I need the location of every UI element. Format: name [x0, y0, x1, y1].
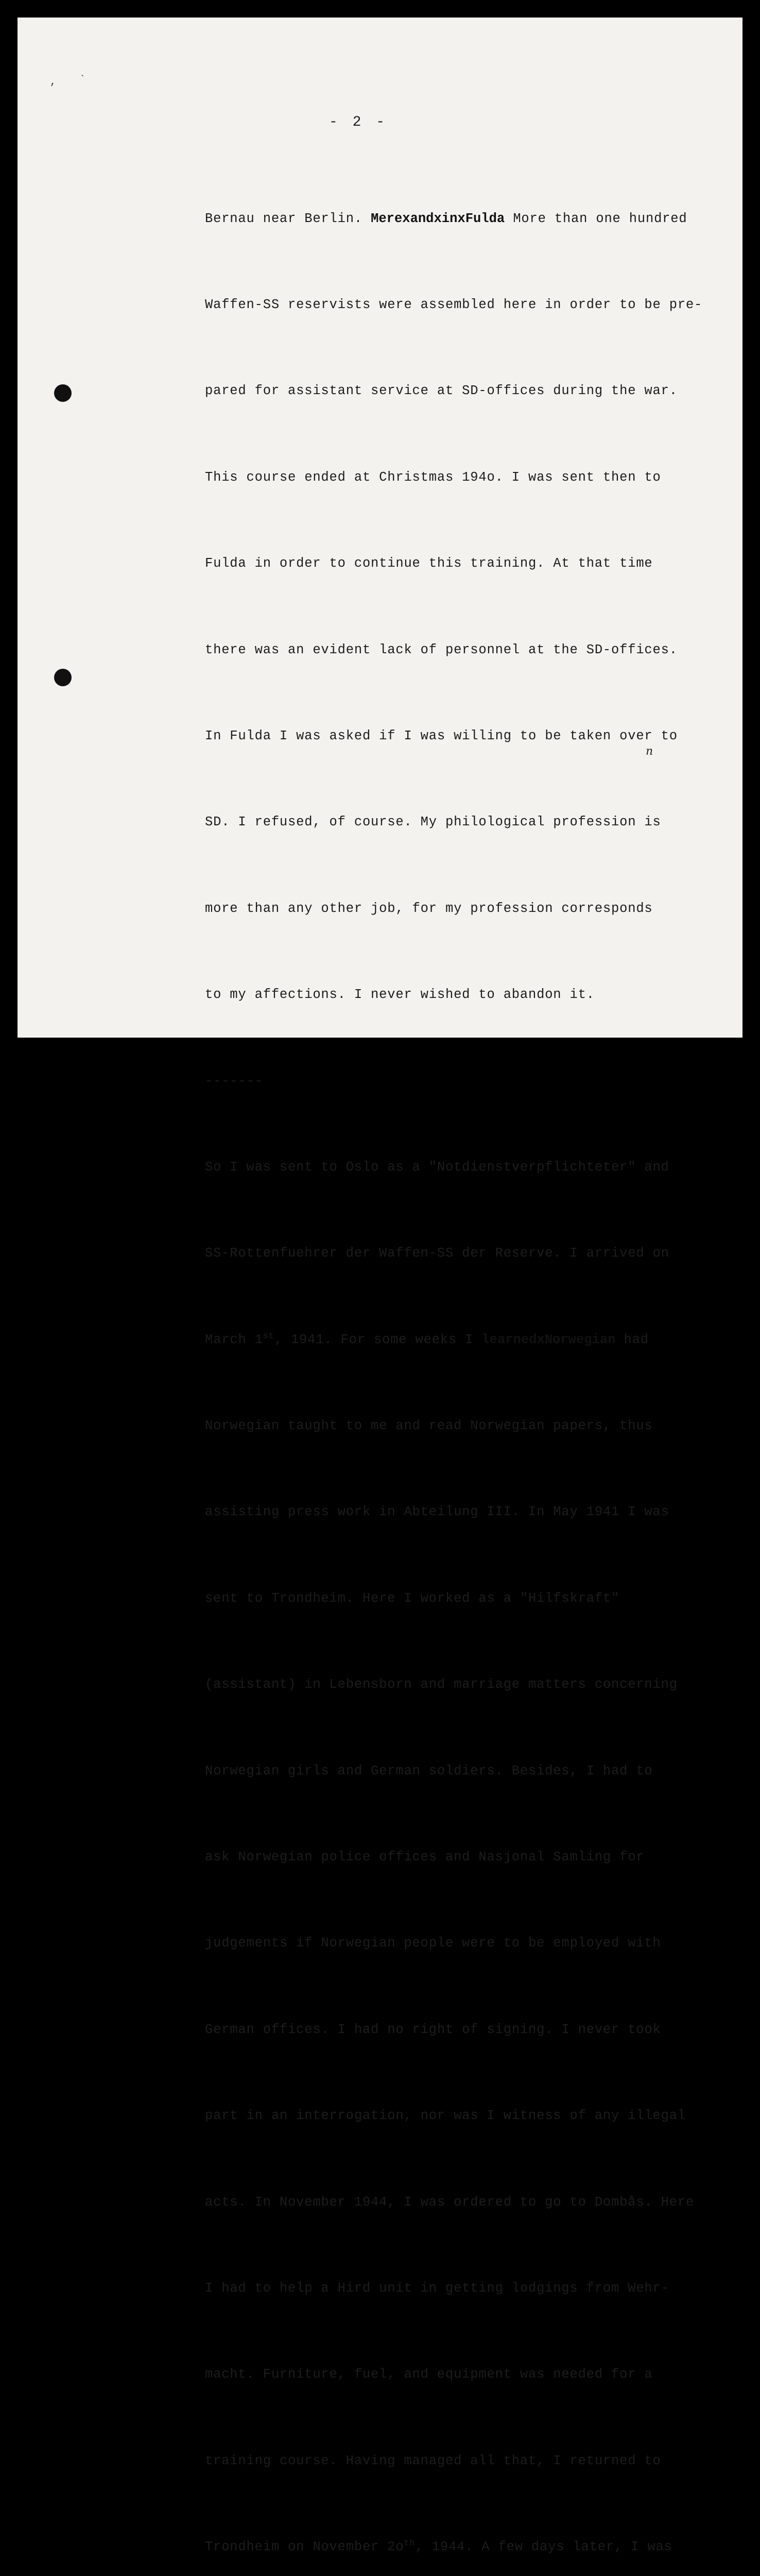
text-span: More than one hundred: [505, 211, 687, 226]
text-line: to my affections. I never wished to abandon it.: [205, 987, 595, 1003]
text-line: Fulda in order to continue this training. At that time: [205, 556, 653, 571]
text-line: Norwegian girls and German soldiers. Besides, I had to: [205, 1763, 653, 1778]
text-line: more than any other job, for my profession corresponds: [205, 901, 653, 916]
superscript: st: [263, 1331, 274, 1342]
text-line: judgements if Norwegian people were to be employed with: [205, 1936, 661, 1951]
text-line: Norwegian taught to me and read Norwegian papers, thus: [205, 1418, 653, 1434]
document-body: [205, 147, 720, 2576]
scan-speck: `: [79, 74, 86, 86]
struck-out-text: MerexandxinxFulda: [371, 211, 505, 226]
text-line: So I was sent to Oslo as a "Notdienstverpflichteter" and: [205, 1159, 669, 1175]
handwritten-insertion: n: [646, 745, 653, 758]
scan-speck: ,: [50, 76, 57, 88]
punch-hole-bottom: [54, 669, 72, 686]
text-line: part in an interrogation, nor was I witness of any illegal: [205, 2108, 686, 2124]
text-span: Bernau near Berlin.: [205, 211, 371, 226]
text-line: (assistant) in Lebensborn and marriage matters concerning: [205, 1677, 678, 1692]
text-line: [205, 1326, 720, 1354]
text-line: This course ended at Christmas 194o. I was sent then to: [205, 469, 661, 485]
text-span: Trondheim on November 2o: [205, 2539, 404, 2555]
text-line: training course. Having managed all that, I returned to: [205, 2453, 661, 2468]
text-line: In Fulda I was asked if I was willing to be taken over to: [205, 728, 678, 743]
text-line: Waffen-SS reservists were assembled here in order to be pre-: [205, 297, 703, 312]
text-span: March 1: [205, 1332, 263, 1347]
text-line: SD. I refused, of course. My philological profession is: [205, 815, 661, 830]
text-span: had: [615, 1332, 649, 1347]
text-line: [205, 205, 720, 233]
text-line: [205, 2533, 720, 2562]
superscript: th: [404, 2538, 416, 2549]
text-line: German offices. I had no right of signing. I never took: [205, 2022, 661, 2037]
text-line: macht. Furniture, fuel, and equipment was needed for a: [205, 2367, 653, 2382]
text-line: I had to help a Hird unit in getting lodgings from Wehr-: [205, 2280, 669, 2296]
text-line: pared for assistant service at SD-offices during the war.: [205, 383, 678, 399]
section-separator: -------: [205, 1073, 263, 1089]
text-span: , 1944. A few days later, I was: [415, 2539, 672, 2555]
text-line: assisting press work in Abteilung III. In May 1941 I was: [205, 1504, 669, 1520]
text-line: there was an evident lack of personnel at the SD-offices.: [205, 642, 678, 657]
text-line: acts. In November 1944, I was ordered to go to Dombås. Here: [205, 2194, 695, 2210]
text-line: sent to Trondheim. Here I worked as a "Hilfskraft": [205, 1590, 620, 1606]
text-span: , 1941. For some weeks I: [274, 1332, 482, 1347]
struck-out-text: learnedxNorwegian: [481, 1332, 616, 1347]
punch-hole-top: [54, 384, 72, 402]
page-number: - 2 -: [329, 114, 388, 130]
text-line: ask Norwegian police offices and Nasjonal Samling for: [205, 1850, 645, 1865]
text-line: SS-Rottenfuehrer der Waffen-SS der Reserve. I arrived on: [205, 1246, 669, 1261]
